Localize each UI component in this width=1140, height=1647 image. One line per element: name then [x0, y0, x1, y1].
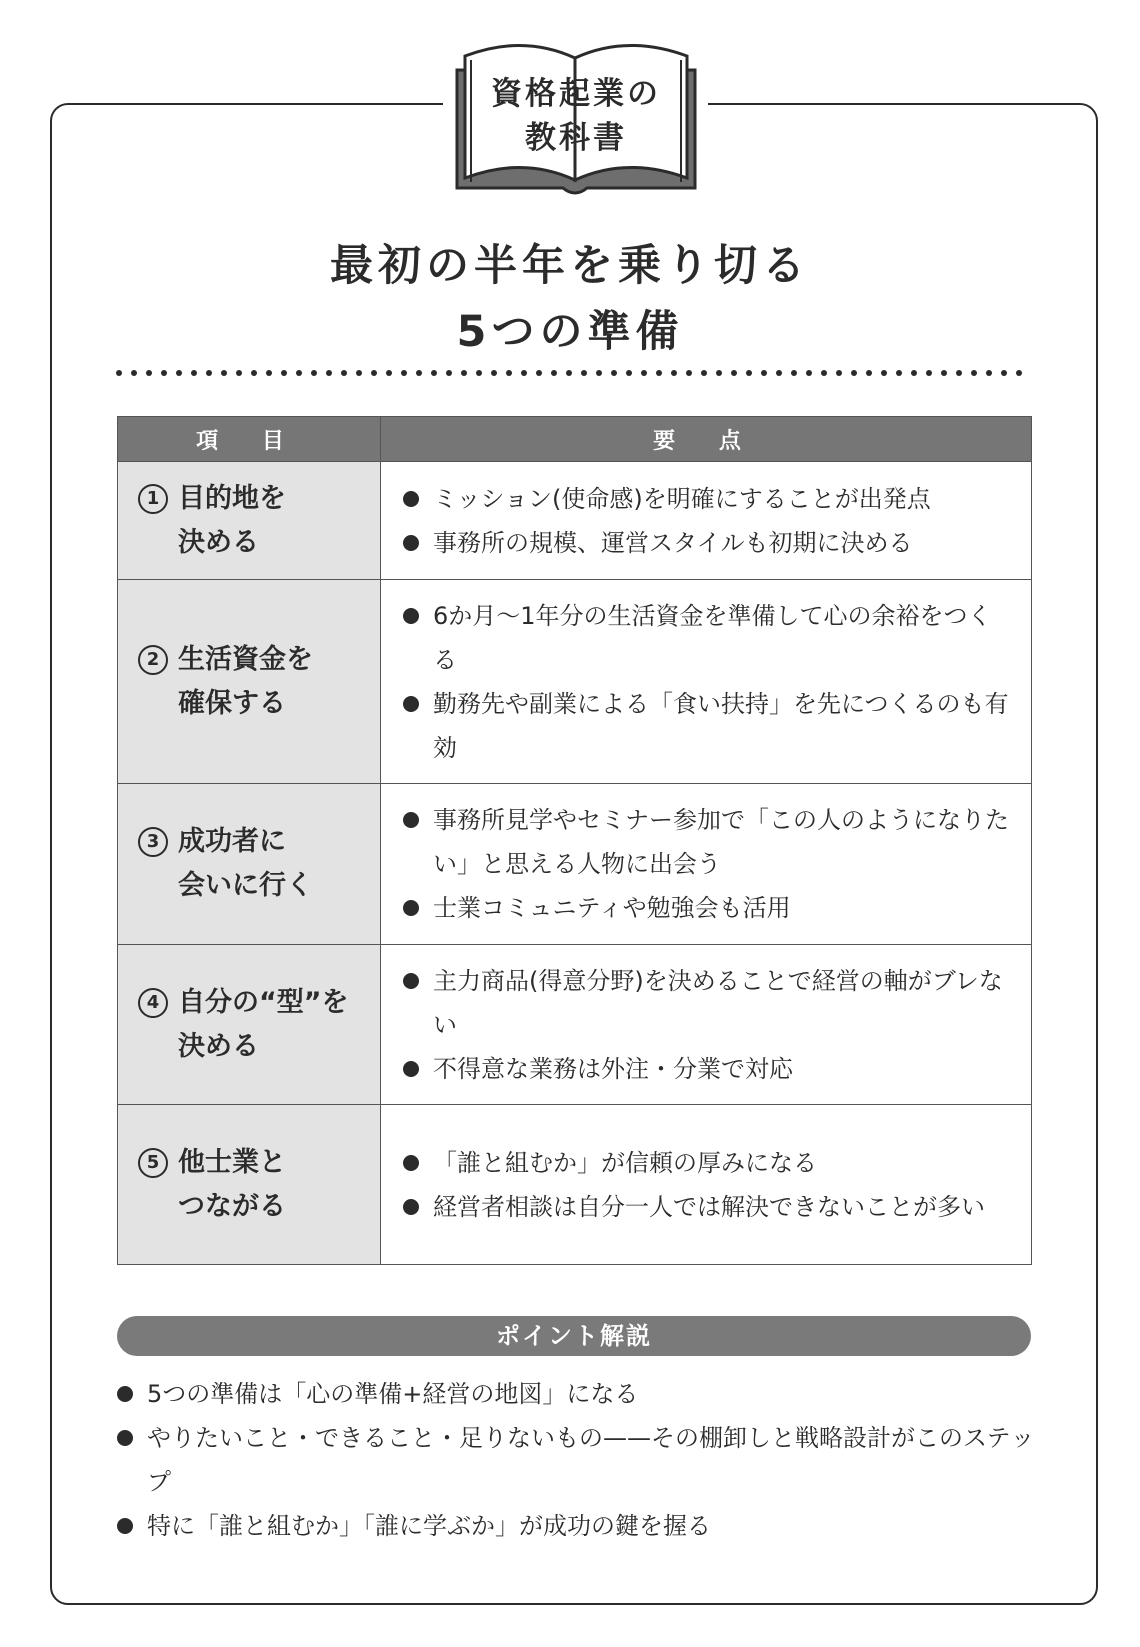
- book-title-line2: 教科書: [525, 120, 627, 156]
- page-title-line2: 5つの準備: [456, 307, 684, 357]
- item-label-line2: 決める: [178, 526, 259, 558]
- circled-number: 4: [138, 988, 168, 1018]
- header-item: 項 目: [118, 417, 381, 462]
- circled-number: 3: [138, 827, 168, 857]
- table-row: [118, 784, 1032, 945]
- bullet-point: 事務所見学やセミナー参加で「この人のようになりたい」と思える人物に出会う: [403, 798, 1015, 886]
- points-cell: [381, 945, 1032, 1105]
- item-label-line1: 自分の“型”を: [178, 986, 349, 1018]
- bullet-point: ミッション(使命感)を明確にすることが出発点: [403, 477, 1015, 521]
- header-points: 要 点: [381, 417, 1032, 462]
- item-label-line1: 生活資金を: [178, 643, 313, 675]
- note-item: やりたいこと・できること・足りないもの——その棚卸しと戦略設計がこのステップ: [117, 1416, 1037, 1504]
- bullet-point: 不得意な業務は外注・分業で対応: [403, 1047, 1015, 1091]
- points-cell: [381, 1105, 1032, 1265]
- table-row: [118, 945, 1032, 1105]
- table-row: [118, 580, 1032, 784]
- circled-number: 1: [138, 484, 168, 514]
- points-cell: [381, 784, 1032, 945]
- table-header-row: [118, 417, 1032, 462]
- dotted-divider: [116, 368, 1032, 378]
- item-label-line2: 確保する: [178, 687, 286, 719]
- book-title-line1: 資格起業の: [491, 76, 661, 112]
- bullet-point: 主力商品(得意分野)を決めることで経営の軸がブレない: [403, 959, 1015, 1047]
- points-cell: [381, 462, 1032, 580]
- point-notes: [117, 1372, 1037, 1548]
- item-cell: [118, 784, 381, 945]
- table-row: [118, 462, 1032, 580]
- circled-number: 2: [138, 645, 168, 675]
- bullet-point: 事務所の規模、運営スタイルも初期に決める: [403, 521, 1015, 565]
- bullet-point: 経営者相談は自分一人では解決できないことが多い: [403, 1185, 1015, 1229]
- bullet-point: 6か月〜1年分の生活資金を準備して心の余裕をつくる: [403, 594, 1015, 682]
- item-cell: [118, 945, 381, 1105]
- bullet-point: 勤務先や副業による「食い扶持」を先につくるのも有効: [403, 682, 1015, 770]
- item-cell: [118, 580, 381, 784]
- item-cell: [118, 462, 381, 580]
- item-label-line2: 会いに行く: [178, 870, 313, 901]
- points-cell: [381, 580, 1032, 784]
- item-label-line1: 成功者に: [178, 826, 286, 857]
- preparation-table: [117, 416, 1032, 1265]
- bullet-point: 「誰と組むか」が信頼の厚みになる: [403, 1141, 1015, 1185]
- note-item: 5つの準備は「心の準備+経営の地図」になる: [117, 1372, 1037, 1416]
- item-label-line1: 他士業と: [178, 1146, 286, 1178]
- page-title-line1: 最初の半年を乗り切る: [330, 241, 810, 291]
- item-cell: [118, 1105, 381, 1265]
- point-section-title: ポイント解説: [117, 1316, 1031, 1356]
- note-item: 特に「誰と組むか」「誰に学ぶか」が成功の鍵を握る: [117, 1504, 1037, 1548]
- item-label-line2: つながる: [178, 1190, 286, 1222]
- table-row: [118, 1105, 1032, 1265]
- bullet-point: 士業コミュニティや勉強会も活用: [403, 886, 1015, 930]
- circled-number: 5: [138, 1148, 168, 1178]
- item-label-line2: 決める: [178, 1030, 259, 1062]
- item-label-line1: 目的地を: [178, 482, 286, 514]
- book-badge: [443, 30, 708, 202]
